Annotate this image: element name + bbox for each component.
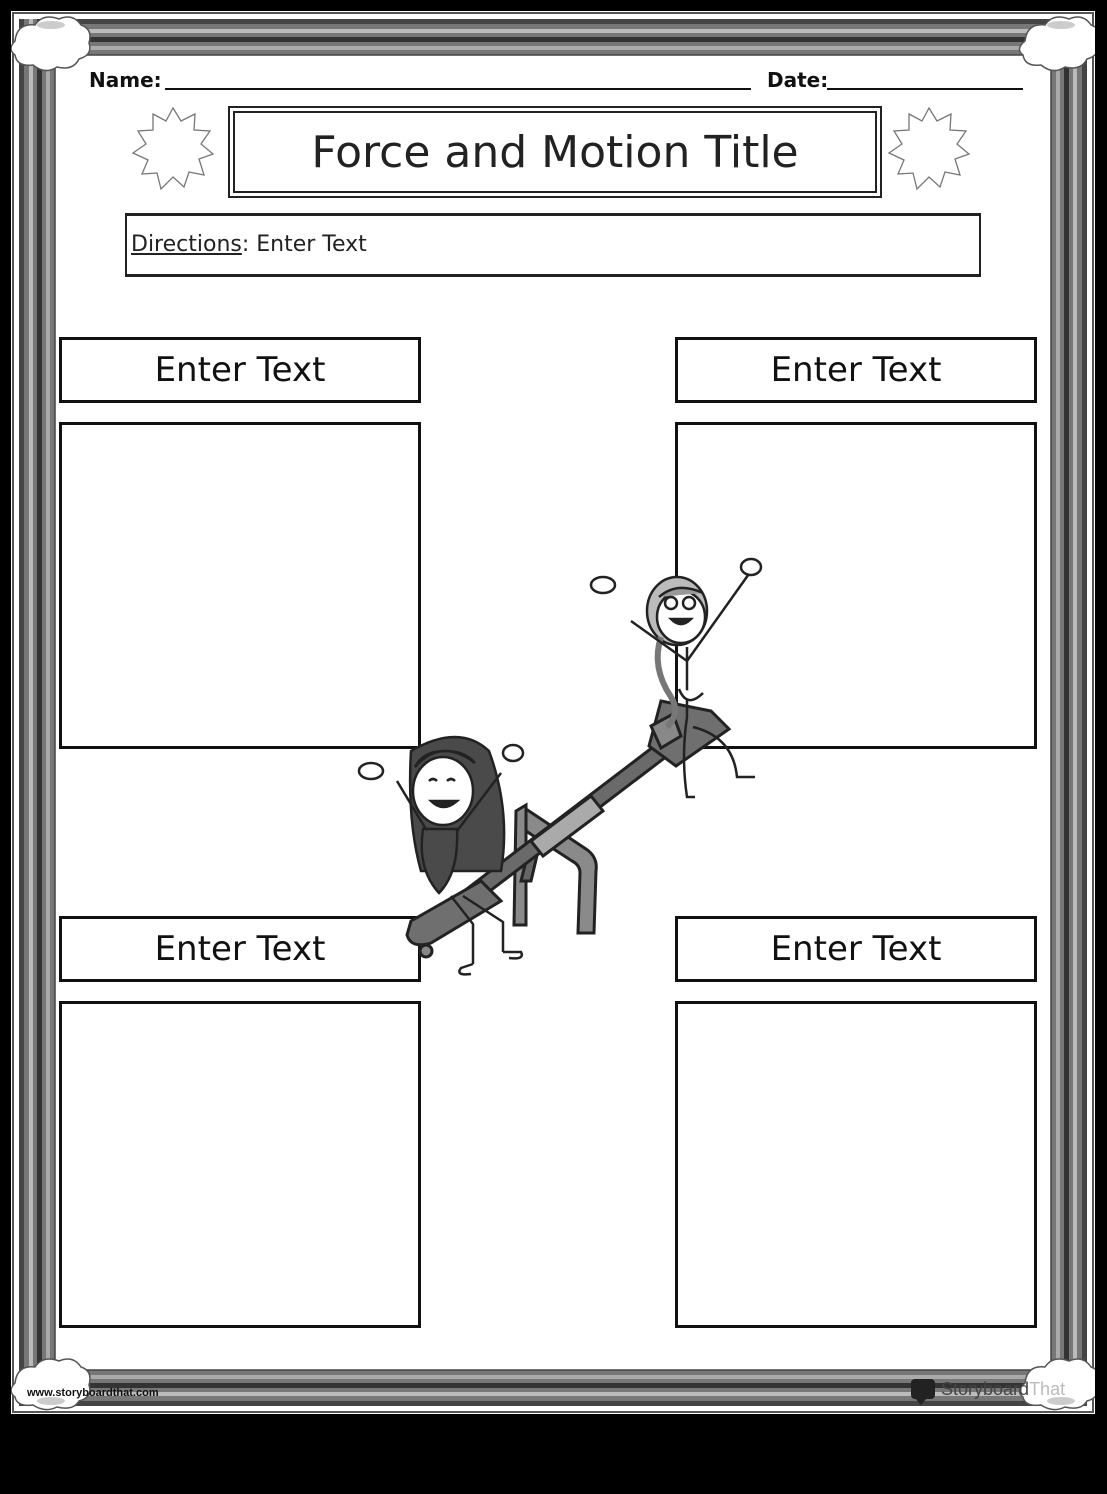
directions-label: Directions (131, 232, 242, 257)
speech-bubble-icon (911, 1379, 935, 1399)
panel-3-label[interactable]: Enter Text (59, 916, 421, 982)
panel-1-label[interactable]: Enter Text (59, 337, 421, 403)
directions-box[interactable] (125, 213, 981, 277)
panel-3-content[interactable] (59, 1001, 421, 1328)
seesaw-with-two-girls-icon (331, 541, 771, 1001)
brand-secondary: That (1029, 1378, 1066, 1399)
name-label: Name: (89, 68, 162, 92)
name-field[interactable] (165, 65, 751, 91)
directions-text: : Enter Text (241, 232, 367, 257)
panel-4-content[interactable] (675, 1001, 1037, 1328)
brand-primary: Storyboard (941, 1378, 1030, 1399)
date-field[interactable] (827, 65, 1023, 91)
footer-url[interactable]: www.storyboardthat.com (27, 1387, 159, 1399)
panel-4-label[interactable]: Enter Text (675, 916, 1037, 982)
worksheet-title[interactable]: Force and Motion Title (233, 111, 877, 193)
worksheet-page (11, 11, 1095, 1414)
storyboardthat-logo (911, 1377, 1065, 1401)
date-label: Date: (767, 68, 829, 92)
panel-2-label[interactable]: Enter Text (675, 337, 1037, 403)
